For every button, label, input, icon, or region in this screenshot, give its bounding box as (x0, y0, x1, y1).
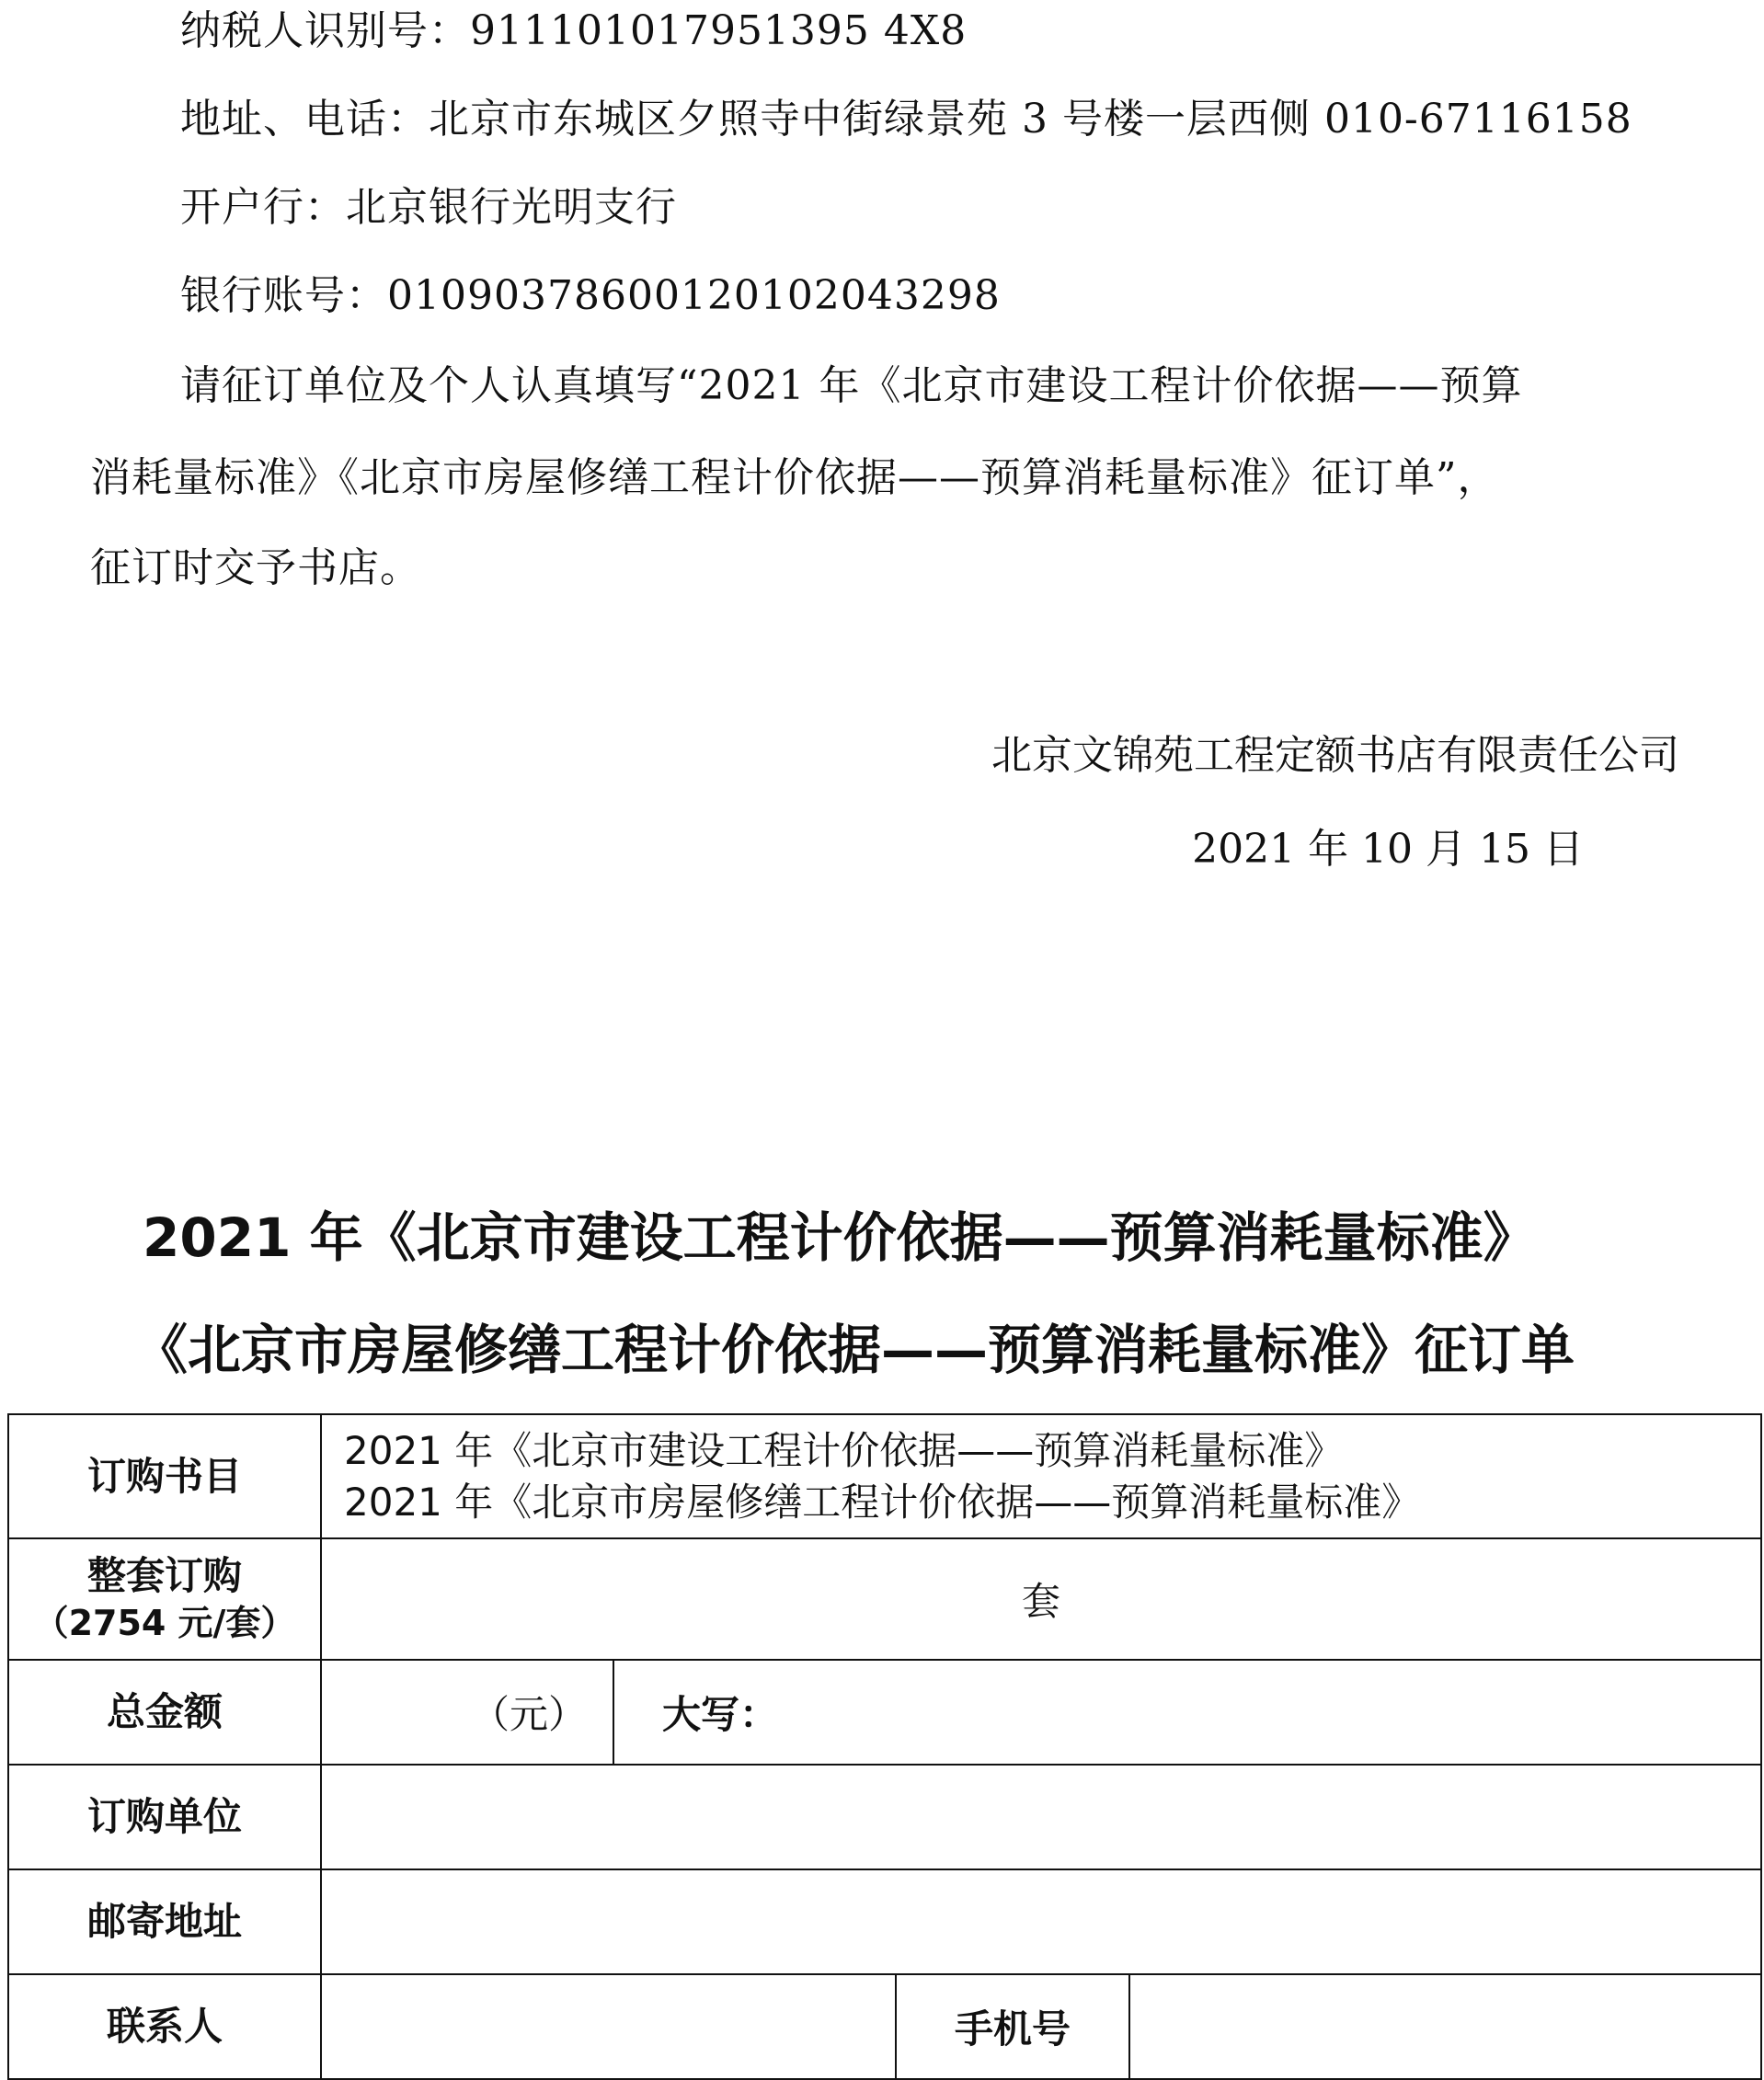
set-order-price: （2754 元/套） (33, 1603, 296, 1643)
set-order-label-main: 整套订购 (86, 1553, 242, 1598)
form-title-line-1: 2021 年《北京市建设工程计价依据——预算消耗量标准》 (143, 1206, 1537, 1269)
address-row (8, 1869, 1761, 1974)
phone-label: 手机号 (896, 1974, 1129, 2079)
book-item-2: 2021 年《北京市房屋修缮工程计价依据——预算消耗量标准》 (344, 1479, 1421, 1525)
contact-field[interactable] (321, 1974, 896, 2079)
total-in-words-field[interactable] (613, 1660, 1761, 1765)
books-label: 订购书目 (8, 1414, 321, 1538)
notice-line-3: 征订时交予书店。 (90, 544, 421, 591)
books-list (321, 1414, 1761, 1538)
unit-row (8, 1765, 1761, 1869)
total-label: 总金额 (8, 1660, 321, 1765)
company-signature: 北京文锦苑工程定额书店有限责任公司 (991, 732, 1679, 779)
books-row (8, 1414, 1761, 1538)
address-phone-line: 地址、电话：北京市东城区夕照寺中街绿景苑 3 号楼一层西侧 010-67116158 (180, 96, 1632, 143)
set-order-label (8, 1538, 321, 1660)
order-form-table (7, 1413, 1762, 2080)
bank-line: 开户行：北京银行光明支行 (180, 184, 677, 231)
total-row (8, 1660, 1761, 1765)
mail-address-label: 邮寄地址 (8, 1869, 321, 1974)
unit-label: 订购单位 (8, 1765, 321, 1869)
phone-field[interactable] (1129, 1974, 1761, 2079)
total-amount-field[interactable] (321, 1660, 613, 1765)
book-item-1: 2021 年《北京市建设工程计价依据——预算消耗量标准》 (344, 1427, 1344, 1473)
signature-date: 2021 年 10 月 15 日 (1192, 826, 1584, 873)
account-line: 银行账号：01090378600120102043298 (180, 272, 1001, 319)
mail-address-field[interactable] (321, 1869, 1761, 1974)
set-unit: 套 (1021, 1579, 1060, 1624)
contact-row (8, 1974, 1761, 2079)
set-quantity-field[interactable] (321, 1538, 1761, 1660)
tax-id-line: 纳税人识别号：911101017951395 4X8 (180, 7, 968, 54)
form-title-line-2: 《北京市房屋修缮工程计价依据——预算消耗量标准》征订单 (134, 1319, 1575, 1381)
notice-line-2: 消耗量标准》《北京市房屋修缮工程计价依据——预算消耗量标准》征订单”， (90, 454, 1499, 501)
daxie-label: 大写： (662, 1692, 779, 1737)
set-order-row (8, 1538, 1761, 1660)
unit-field[interactable] (321, 1765, 1761, 1869)
contact-label: 联系人 (8, 1974, 321, 2079)
yuan-unit: （元） (470, 1692, 587, 1737)
notice-line-1: 请征订单位及个人认真填写“2021 年《北京市建设工程计价依据——预算 (180, 362, 1523, 409)
